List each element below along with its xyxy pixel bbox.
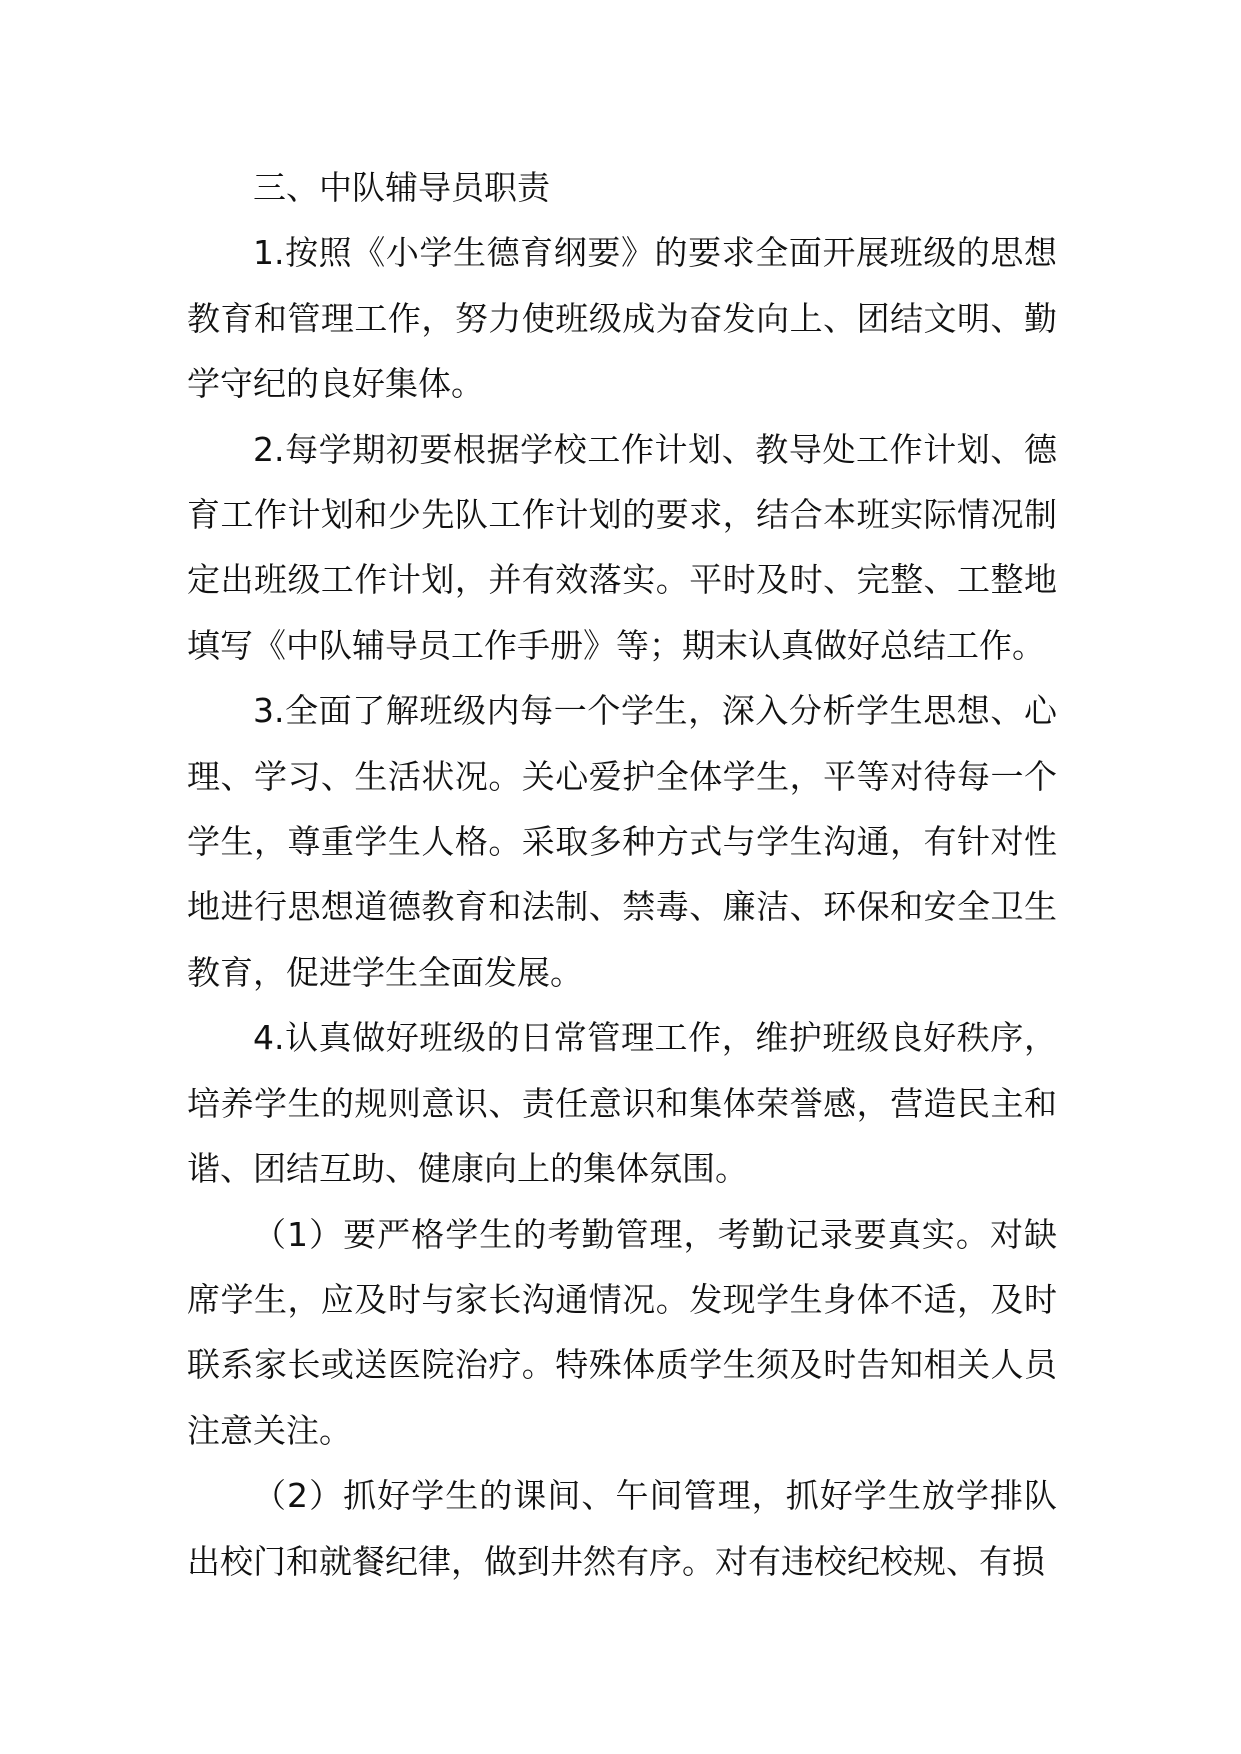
paragraph-1: 1.按照《小学生德育纲要》的要求全面开展班级的思想教育和管理工作，努力使班级成为奋发向上、团结文明、勤学守纪的良好集体。 [187,233,1057,404]
paragraph-4: 4.认真做好班级的日常管理工作，维护班级良好秩序，培养学生的规则意识、责任意识和集体荣誉感，营造民主和谐、团结互助、健康向上的集体氛围。 [187,1018,1057,1189]
paragraph-4-item-2: （2）抓好学生的课间、午间管理，抓好学生放学排队出校门和就餐纪律，做到井然有序。对有违校纪校规、有损 [187,1476,1057,1581]
paragraph-2: 2.每学期初要根据学校工作计划、教导处工作计划、德育工作计划和少先队工作计划的要求，结合本班实际情况制定出班级工作计划，并有效落实。平时及时、完整、工整地填写《中队辅导员工作手册》等；期末认真做好总结工作。 [187,429,1057,665]
paragraph-3: 3.全面了解班级内每一个学生，深入分析学生思想、心理、学习、生活状况。关心爱护全体学生，平等对待每一个学生，尊重学生人格。采取多种方式与学生沟通，有针对性地进行思想道德教育和法制、禁毒、廉洁、环保和安全卫生教育，促进学生全面发展。 [187,691,1057,992]
document-body [187,155,1057,1594]
paragraph-4-item-1: （1）要严格学生的考勤管理，考勤记录要真实。对缺席学生，应及时与家长沟通情况。发现学生身体不适，及时联系家长或送医院治疗。特殊体质学生须及时告知相关人员注意关注。 [187,1214,1057,1450]
section-heading: 三、中队辅导员职责 [253,168,550,207]
